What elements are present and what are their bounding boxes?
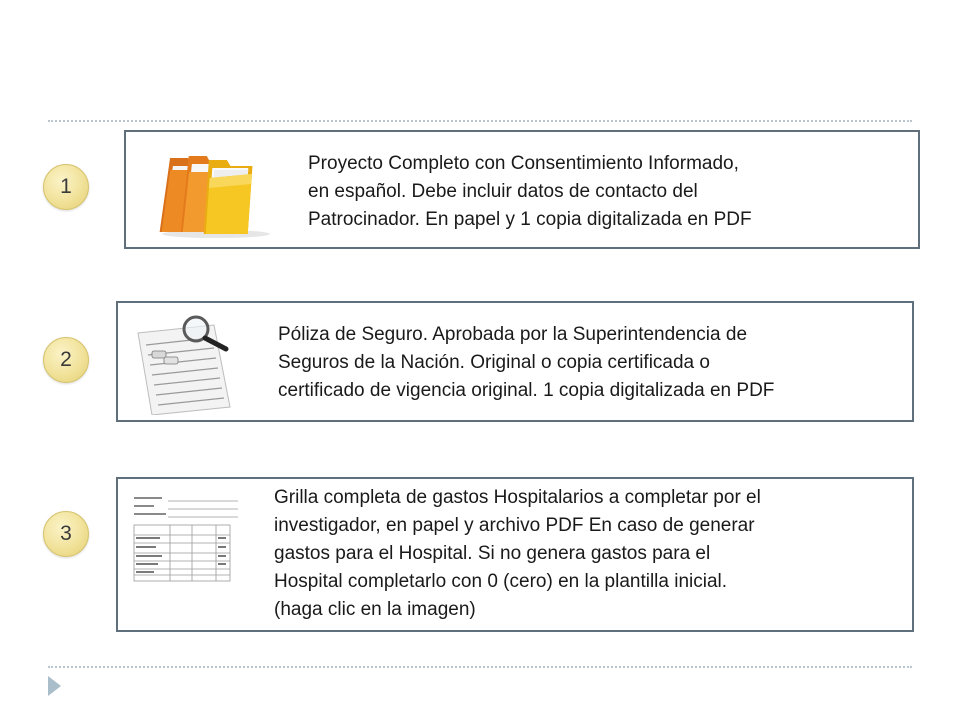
step-badge-1 xyxy=(43,164,89,210)
step-badge-2 xyxy=(43,337,89,383)
next-slide-arrow-icon[interactable] xyxy=(48,676,61,696)
top-divider xyxy=(48,120,912,122)
step-number: 1 xyxy=(60,175,72,198)
insurance-form-magnifier-icon xyxy=(130,311,240,415)
requirement-text-2: Póliza de Seguro. Aprobada por la Superintendencia de Seguros de la Nación. Original o copia certificada o certificado de vigencia original. 1 copia digitalizada en PDF xyxy=(278,324,775,401)
step-number: 2 xyxy=(60,348,72,371)
requirement-card-1 xyxy=(124,130,920,249)
step-badge-3 xyxy=(43,511,89,557)
step-number: 3 xyxy=(60,522,72,545)
bottom-divider xyxy=(48,666,912,668)
requirement-text-3: Grilla completa de gastos Hospitalarios a completar por el investigador, en papel y archivo PDF En caso de generar gastos para el Hospital. Si no genera gastos para el Hospital completarlo con 0 (cero) en la plantilla inicial. (haga clic en la imagen) xyxy=(274,487,761,620)
requirement-card-2 xyxy=(116,301,914,422)
requirement-text-1: Proyecto Completo con Consentimiento Informado, en español. Debe incluir datos de contacto del Patrocinador. En papel y 1 copia digitalizada en PDF xyxy=(308,153,752,230)
expense-grid-icon[interactable] xyxy=(130,491,242,587)
folders-icon xyxy=(150,144,274,240)
requirement-card-3[interactable] xyxy=(116,477,914,632)
